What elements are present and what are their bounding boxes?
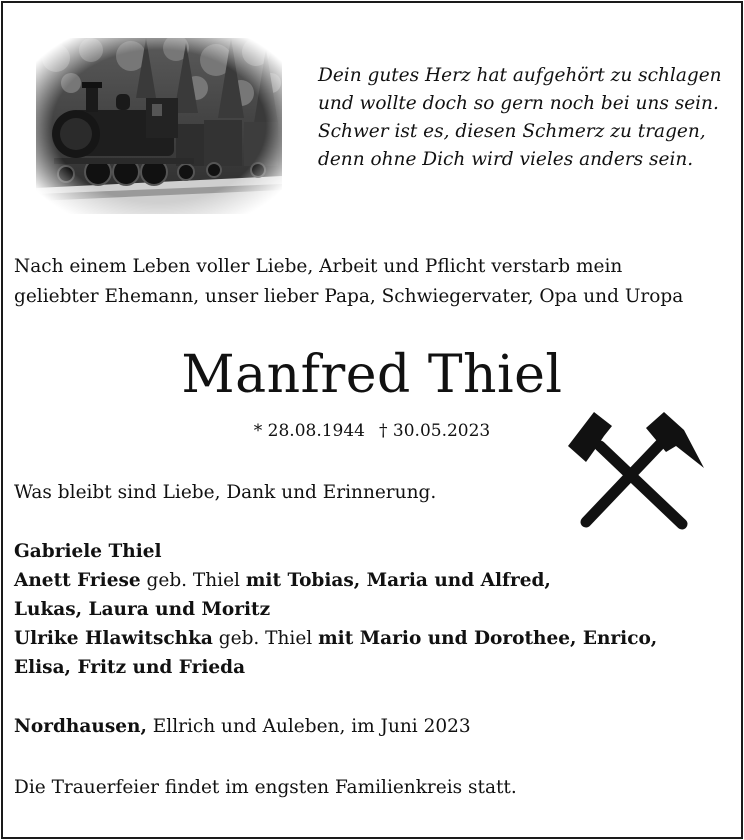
family-row (14, 595, 657, 624)
maiden-note: geb. Thiel (140, 570, 246, 591)
poem-line: Dein gutes Herz hat aufgehört zu schlagen (318, 65, 722, 86)
memorial-quote: Was bleibt sind Liebe, Dank und Erinnerung. (14, 482, 437, 503)
locomotive-illustration (36, 38, 282, 214)
crossed-hammers-icon (566, 408, 706, 532)
family-row (14, 653, 657, 682)
family-children: Elisa, Fritz und Frieda (14, 657, 246, 678)
family-name: Ulrike Hlawitschka (14, 628, 213, 649)
family-row (14, 537, 657, 566)
place-date (14, 712, 471, 742)
maiden-note: geb. Thiel (212, 628, 319, 649)
place-rest: Ellrich und Auleben, im Juni 2023 (146, 716, 471, 737)
family-row (14, 624, 657, 653)
family-row (14, 566, 657, 595)
family-list (14, 537, 657, 682)
poem-line: Schwer ist es, diesen Schmerz zu tragen, (318, 121, 706, 142)
family-children: mit Tobias, Maria und Alfred, (245, 570, 551, 591)
death-date: † 30.05.2023 (379, 421, 491, 441)
poem (318, 62, 722, 174)
intro-text (14, 252, 730, 312)
family-name: Gabriele Thiel (14, 541, 162, 562)
family-children: mit Mario und Dorothee, Enrico, (318, 628, 658, 649)
birth-date: * 28.08.1944 (253, 421, 365, 441)
intro-line: Nach einem Leben voller Liebe, Arbeit und Pflicht verstarb mein (14, 256, 623, 277)
funeral-note: Die Trauerfeier findet im engsten Familienkreis statt. (14, 777, 517, 798)
place-main: Nordhausen, (14, 716, 147, 737)
intro-line: geliebter Ehemann, unser lieber Papa, Schwiegervater, Opa und Uropa (14, 286, 684, 307)
steam-locomotive-photo (36, 38, 282, 214)
poem-line: und wollte doch so gern noch bei uns sein. (318, 93, 719, 114)
deceased-name: Manfred Thiel (181, 345, 563, 405)
poem-line: denn ohne Dich wird vieles anders sein. (318, 149, 694, 170)
family-name: Anett Friese (14, 570, 141, 591)
family-children: Lukas, Laura und Moritz (14, 599, 271, 620)
